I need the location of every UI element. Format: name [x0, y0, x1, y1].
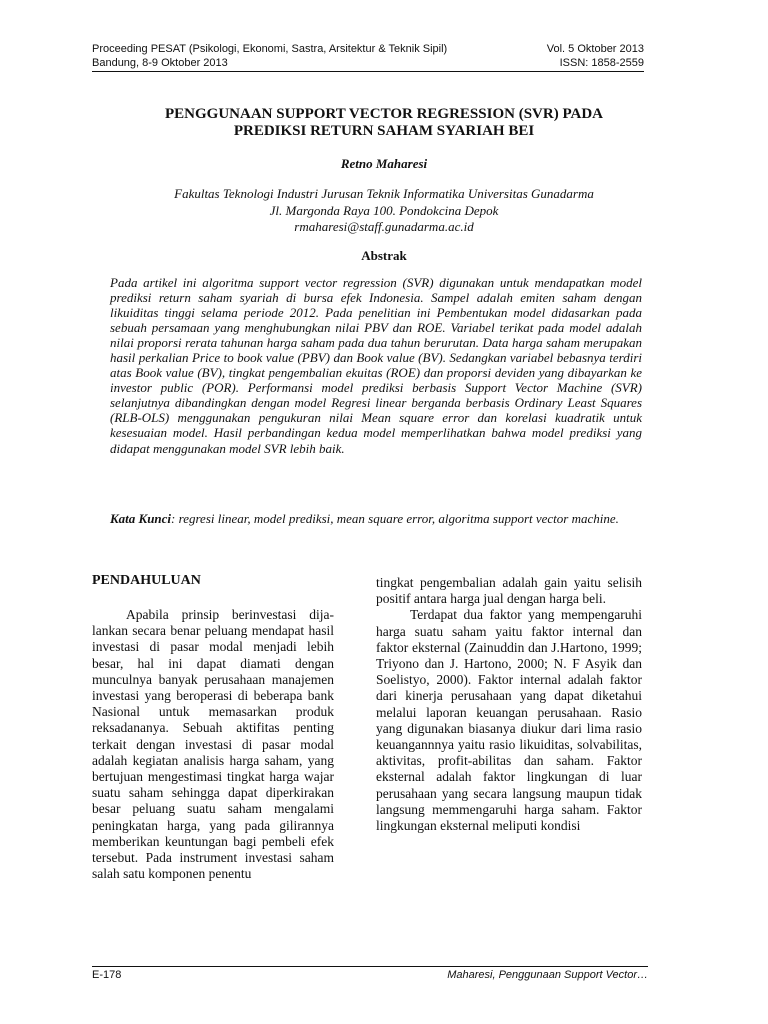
page-header	[92, 42, 644, 72]
running-title: Maharesi, Penggunaan Support Vector…	[447, 969, 648, 981]
affiliation: Fakultas Teknologi Industri Jurusan Teknik Informatika Universitas Gunadarma	[174, 186, 594, 201]
author-name: Retno Maharesi	[340, 156, 428, 171]
email: rmaharesi@staff.gunadarma.ac.id	[294, 219, 474, 234]
footer-rule	[92, 966, 648, 967]
keywords-label: Kata Kunci	[110, 511, 172, 526]
page-number: E-178	[92, 969, 122, 981]
abstract-heading: Abstrak	[361, 248, 407, 263]
section-heading: PENDAHULUAN	[92, 573, 201, 588]
author-affiliation-block	[60, 186, 708, 236]
title-line-2: PREDIKSI RETURN SAHAM SYARIAH BEI	[233, 123, 535, 139]
body-paragraph: tingkat pengembalian adalah gain yaitu selisih positif antara harga jual dengan harga beli.	[376, 575, 642, 607]
keywords-text: : regresi linear, model prediksi, mean square error, algoritma support vector machine.	[171, 511, 619, 526]
header-row-2	[92, 56, 644, 72]
abstract-text: Pada artikel ini algoritma support vector regression (SVR) digunakan untuk mendapatkan model prediksi return saham syariah di bursa efek Indonesia. Sampel adalah emiten saham dengan likuiditas tinggi selama periode 2012. Pada penelitian ini Pembentukan model didasarkan pada sebuah persamaan yang menghubungkan nilai PBV dan ROE. Variabel terikat pada model adalah nilai proporsi rerata tahunan harga saham pada dua tahun berurutan. Data harga saham merupakan hasil perkalian Price to book value (PBV) dan Book value (BV). Sedangkan variabel bebasnya terdiri atas Book value (BV), tingkat pengembalian ekuitas (ROE) dan proporsi deviden yang dibayarkan ke investor public (POR). Performansi model prediksi berbasis Support Vector Machine (SVR) selanjutnya dibandingkan dengan model Regresi linear berganda berbasis Ordinary Least Squares (RLB-OLS) menggunakan pengukuran nilai Mean square error dan korelasi kuadratik untuk kesesuaian model. Hasil perbandingan kedua model memperlihatkan bahwa model prediksi yang didapat menggunakan model SVR lebih baik.	[110, 275, 642, 456]
body-paragraph: Apabila prinsip berinvestasi dijalankan secara benar peluang mendapat hasil investasi di pasar modal menjadi lebih besar, hal ini dapat diamati dengan munculnya banyak perusahaan manajemen investasi yang beroperasi di beberapa bank Nasional untuk memasarkan produk reksadananya. Sebuah aktifitas penting terkait dengan investasi di pasar modal adalah kegiatan analisis harga saham, yang bertujuan mengestimasi tingkat harga wajar suatu saham sehingga dapat diperkirakan besar peluang suatu saham mengalami peningkatan harga, yang pada gilirannya memberikan keuntungan bagi pembeli efek tersebut. Pada instrument investasi saham salah satu komponen penentu	[92, 607, 334, 882]
body-paragraph: Terdapat dua faktor yang mempengaruhi harga suatu saham yaitu faktor internal dan faktor eksternal (Zainuddin dan J.Hartono, 1999; Triyono dan J. Hartono, 2000; N. F Asyik dan Soelistyo, 2000). Faktor internal adalah faktor dari kinerja perusahaan yang dapat diketahui melalui laporan keuangan perusahaan. Rasio yang digunakan biasanya diukur dari lima rasio keuangannnya yaitu rasio likuiditas, solvabilitas, aktivitas, profit-abilitas dan saham. Faktor eksternal adalah faktor lingkungan di luar perusahaan yang secara langsung maupun tidak langsung memmengaruhi harga saham. Faktor lingkungan eksternal meliputi kondisi	[376, 607, 642, 834]
conference-location-date: Bandung, 8-9 Oktober 2013	[92, 57, 228, 69]
paper-title	[60, 106, 708, 140]
page-footer	[92, 969, 648, 981]
header-row-1	[92, 42, 644, 56]
left-column	[92, 573, 334, 882]
issn: ISSN: 1858-2559	[559, 57, 644, 69]
proceeding-name: Proceeding PESAT (Psikologi, Ekonomi, Sastra, Arsitektur & Teknik Sipil)	[92, 43, 448, 55]
volume-info: Vol. 5 Oktober 2013	[546, 43, 644, 55]
address: Jl. Margonda Raya 100. Pondokcina Depok	[269, 202, 499, 218]
title-line-1: PENGGUNAAN SUPPORT VECTOR REGRESSION (SVR) PADA	[165, 106, 603, 122]
right-column	[376, 575, 642, 834]
keywords	[110, 511, 642, 527]
